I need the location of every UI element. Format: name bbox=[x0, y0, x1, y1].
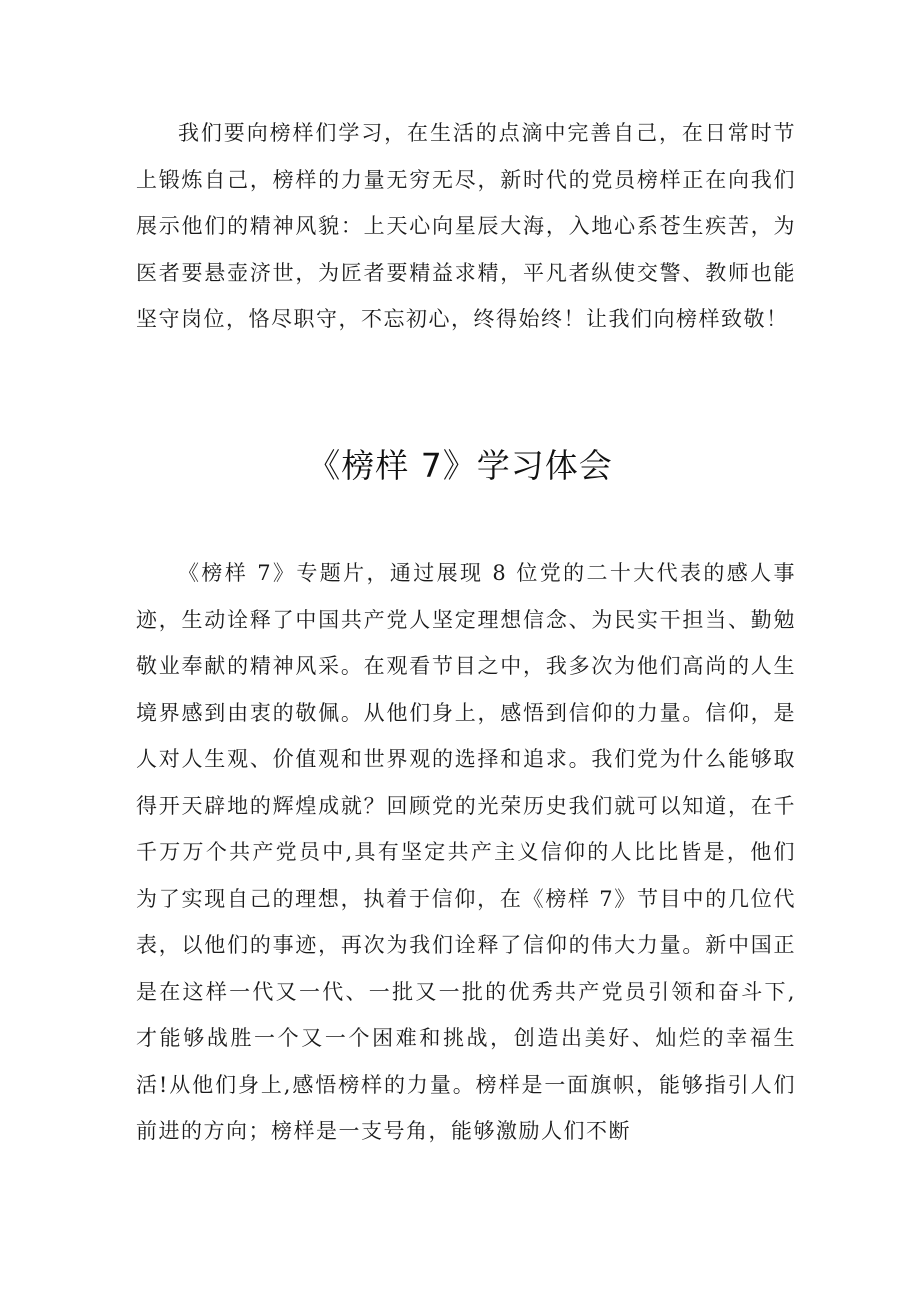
document-title: 《榜样 7》学习体会 bbox=[307, 446, 613, 485]
intro-paragraph: 我们要向榜样们学习，在生活的点滴中完善自己，在日常时节上锻炼自己，榜样的力量无穷无尽，新时代的党员榜样正在向我们展示他们的精神风貌：上天心向星辰大海，入地心系苍生疾苦，为医者要悬壶济世，为匠者要精益求精，平凡者纵使交警、教师也能坚守岗位，恪尽职守，不忘初心，终得始终！让我们向榜样致敬！ bbox=[136, 121, 796, 331]
body-paragraph: 《榜样 7》专题片，通过展现 8 位党的二十大代表的感人事迹，生动诠释了中国共产党人坚定理想信念、为民实干担当、勤勉敬业奉献的精神风采。在观看节目之中，我多次为他们高尚的人生境界感到由衷的敬佩。从他们身上，感悟到信仰的力量。信仰，是人对人生观、价值观和世界观的选择和追求。我们党为什么能够取得开天辟地的辉煌成就？回顾党的光荣历史我们就可以知道，在千千万万个共产党员中,具有坚定共产主义信仰的人比比皆是，他们为了实现自己的理想，执着于信仰，在《榜样 7》节目中的几位代表，以他们的事迹，再次为我们诠释了信仰的伟大力量。新中国正是在这样一代又一代、一批又一批的优秀共产党员引领和奋斗下,才能够战胜一个又一个困难和挑战，创造出美好、灿烂的幸福生活!从他们身上,感悟榜样的力量。榜样是一面旗帜，能够指引人们前进的方向；榜样是一支号角，能够激励人们不断 bbox=[136, 561, 796, 1143]
